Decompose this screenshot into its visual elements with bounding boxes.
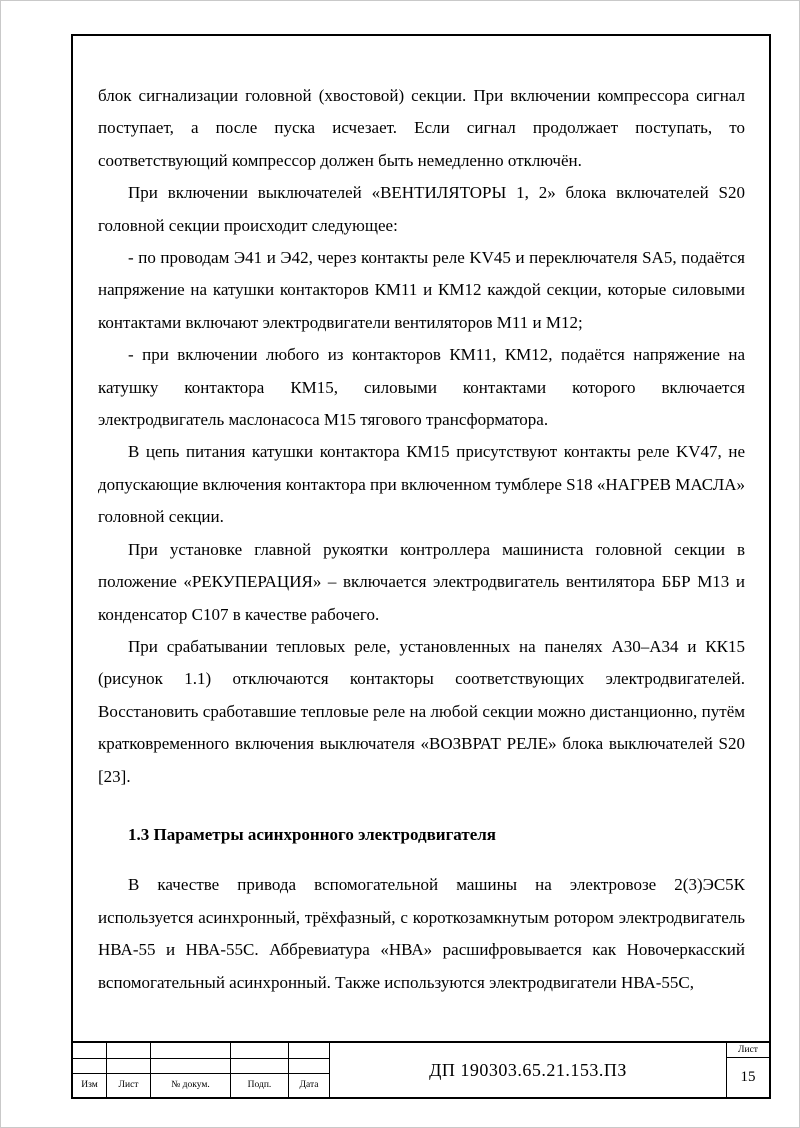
sheet-cell	[727, 1043, 769, 1097]
stamp-col-izm: Изм	[73, 1074, 107, 1097]
stamp-cell	[107, 1043, 151, 1059]
stamp-col-docnum: № докум.	[151, 1074, 231, 1097]
paragraph: При срабатывании тепловых реле, установленных на панелях А30–А34 и КК15 (рисунок 1.1) отключаются контакторы соответствующих электродвигателей. Восстановить сработавшие тепловые реле на любой секции можно дистанционно, путём кратковременного включения выключателя «ВОЗВРАТ РЕЛЕ» блока выключателей S20 [23].	[98, 636, 745, 786]
sheet-number: 15	[740, 1069, 756, 1085]
paragraph: При установке главной рукоятки контроллера машиниста головной секции в положение «РЕКУПЕРАЦИЯ» – включается электродвигатель вентилятора ББР М13 и конденсатор С107 в качестве рабочего.	[98, 539, 745, 624]
document-code: ДП 190303.65.21.153.ПЗ	[429, 1059, 627, 1080]
stamp-cell	[73, 1043, 107, 1059]
sheet-label: Лист	[727, 1043, 769, 1058]
page-content	[73, 36, 769, 1041]
stamp-cell	[289, 1043, 330, 1059]
paragraph: При включении выключателей «ВЕНТИЛЯТОРЫ 1, 2» блока включателей S20 головной секции происходит следующее:	[98, 183, 745, 235]
paragraph: В качестве привода вспомогательной машины на электровозе 2(3)ЭС5К используется асинхронный, трёхфазный, с короткозамкнутым ротором электродвигатель НВА-55 и НВА-55С. Аббревиатура «НВА» расшифровывается как Новочеркасский вспомогательный асинхронный. Также используются электродвигатели НВА-55С,	[98, 875, 745, 992]
title-block	[73, 1041, 769, 1097]
stamp-col-list: Лист	[107, 1074, 151, 1097]
paragraph: В цепь питания катушки контактора КМ15 присутствуют контакты реле KV47, не допускающие включения контактора при включенном тумблере S18 «НАГРЕВ МАСЛА» головной секции.	[98, 442, 745, 527]
revision-table	[73, 1043, 330, 1097]
stamp-col-podp: Подп.	[231, 1074, 289, 1097]
stamp-col-data: Дата	[289, 1074, 330, 1097]
stamp-cell	[151, 1059, 231, 1074]
stamp-cell	[289, 1059, 330, 1074]
section-heading: 1.3 Параметры асинхронного электродвигателя	[128, 824, 496, 844]
stamp-cell	[151, 1043, 231, 1059]
page-frame	[71, 34, 771, 1099]
stamp-cell	[231, 1043, 289, 1059]
stamp-cell	[231, 1059, 289, 1074]
document-code-cell	[330, 1043, 727, 1097]
paragraph: - по проводам Э41 и Э42, через контакты реле KV45 и переключателя SA5, подаётся напряжение на катушки контакторов КМ11 и КМ12 каждой секции, которые силовыми контактами включают электродвигатели вентиляторов М11 и М12;	[98, 248, 745, 332]
paragraph: блок сигнализации головной (хвостовой) секции. При включении компрессора сигнал поступает, а после пуска исчезает. Если сигнал продолжает поступать, то соответствующий компрессор должен быть немедленно отключён.	[98, 86, 745, 170]
stamp-cell	[107, 1059, 151, 1074]
paragraph: - при включении любого из контакторов КМ11, КМ12, подаётся напряжение на катушку контактора КМ15, силовыми контактами которого включается электродвигатель маслонасоса М15 тягового трансформатора.	[98, 345, 745, 430]
stamp-cell	[73, 1059, 107, 1074]
